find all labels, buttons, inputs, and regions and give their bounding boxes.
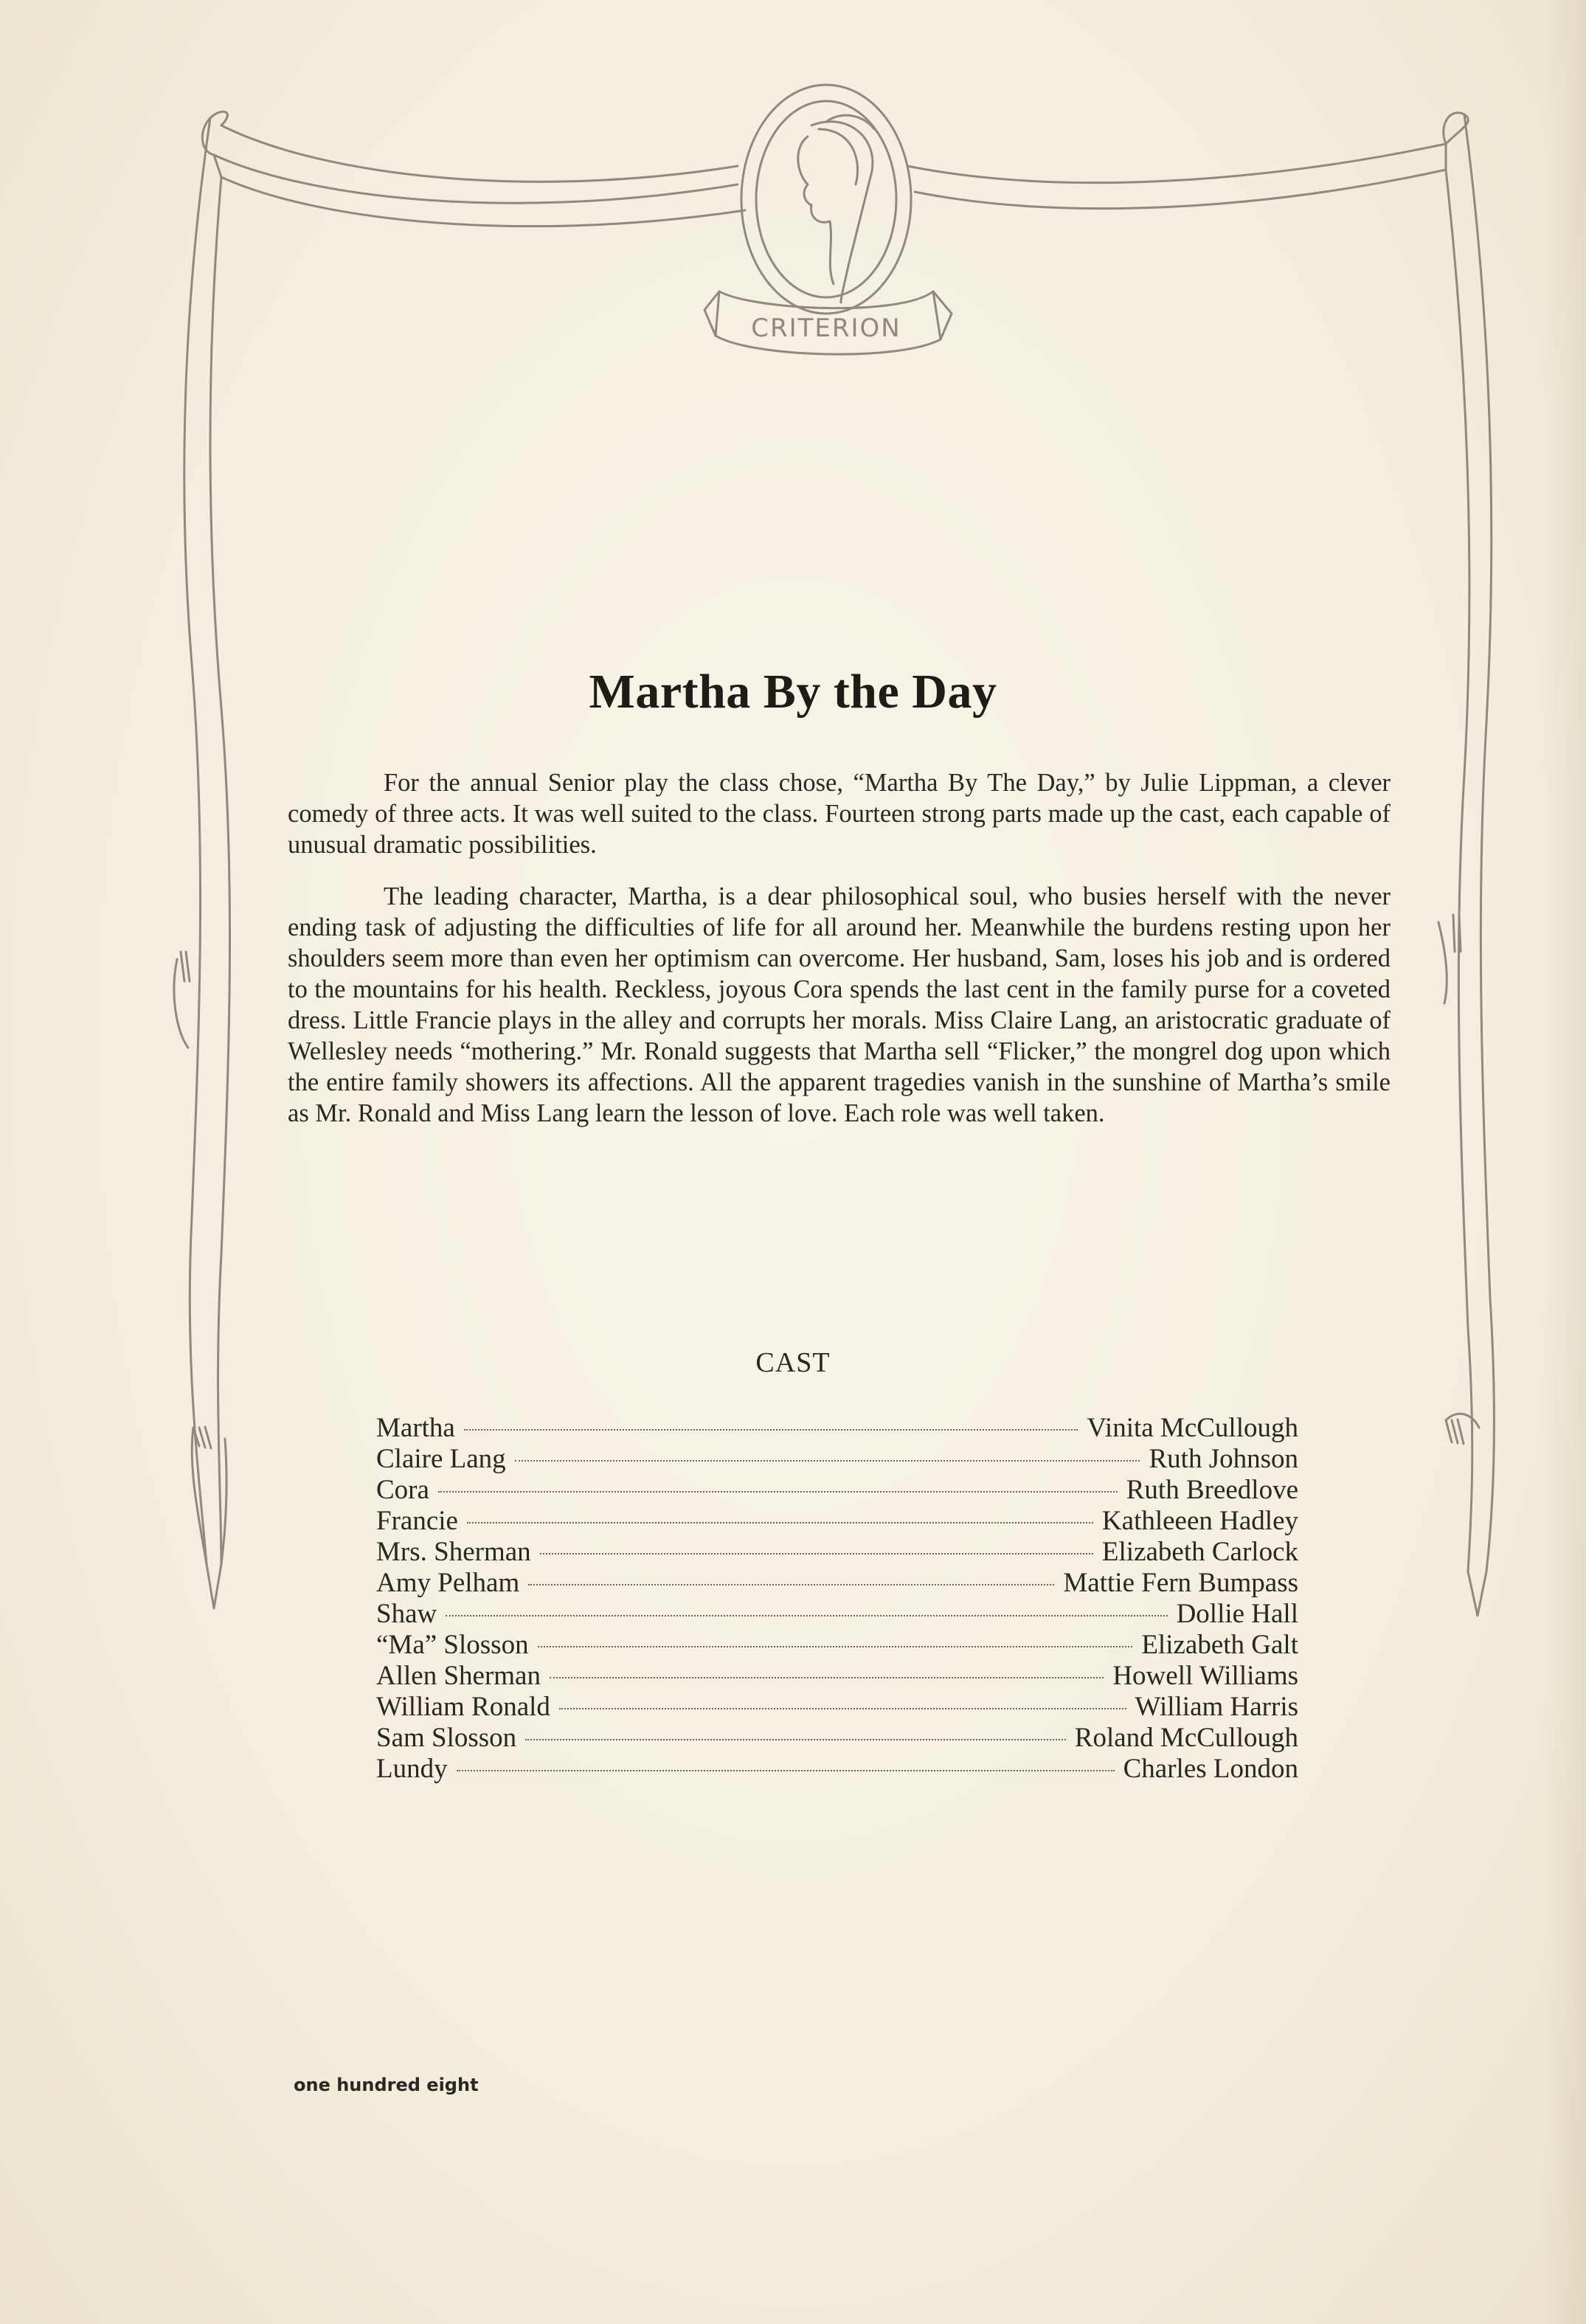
cast-actor: Ruth Breedlove xyxy=(1126,1475,1298,1505)
cast-row xyxy=(376,1475,1298,1506)
paragraph-intro: For the annual Senior play the class chose, “Martha By The Day,” by Julie Lippman, a clever comedy of three acts. It was well suited to the class. Fourteen strong parts made up the cast, each capable of unusual dramatic possibilities. xyxy=(288,769,1391,859)
paragraph-synopsis: The leading character, Martha, is a dear philosophical soul, who busies herself with the never ending task of adjusting the difficulties of life for all around her. Meanwhile the burdens resting upon her shoulders seem more than even her optimism can overcome. Her husband, Sam, loses his job and is ordered to the mountains for his health. Reckless, joyous Cora spends the last cent in the family purse for a coveted dress. Little Francie plays in the alley and corrupts her morals. Miss Claire Lang, an aristocratic graduate of Wellesley needs “mothering.” Mr. Ronald suggests that Martha sell “Flicker,” the mongrel dog upon which the entire family showers its affections. All the apparent tragedies vanish in the sunshine of Martha’s smile as Mr. Ronald and Miss Lang learn the lesson of love. Each role was well taken. xyxy=(288,882,1391,1127)
dot-leader xyxy=(467,1522,1093,1524)
cast-actor: Kathleeen Hadley xyxy=(1101,1506,1298,1536)
cameo-oval-outer xyxy=(741,85,911,314)
dot-leader xyxy=(457,1770,1115,1771)
cast-row xyxy=(376,1630,1298,1661)
cast-actor: Dollie Hall xyxy=(1176,1599,1298,1629)
cast-actor: Mattie Fern Bumpass xyxy=(1063,1568,1298,1598)
article-body xyxy=(288,767,1391,1149)
dot-leader xyxy=(559,1708,1126,1709)
cast-heading: CAST xyxy=(755,1347,831,1378)
dot-leader xyxy=(550,1677,1104,1678)
dot-leader xyxy=(438,1491,1118,1493)
cast-row xyxy=(376,1723,1298,1754)
cast-row xyxy=(376,1692,1298,1723)
cast-role: Mrs. Sherman xyxy=(376,1537,531,1567)
cast-actor: Roland McCullough xyxy=(1074,1723,1298,1753)
cast-role: Sam Slosson xyxy=(376,1723,517,1753)
page-number-label: one hundred eight xyxy=(294,2075,479,2095)
cast-row xyxy=(376,1537,1298,1568)
cast-role: Francie xyxy=(376,1506,458,1536)
cast-role: Martha xyxy=(376,1413,455,1443)
dot-leader xyxy=(538,1646,1133,1647)
page-title: Martha By the Day xyxy=(589,665,997,719)
cast-actor: Ruth Johnson xyxy=(1149,1444,1298,1474)
cast-role: Allen Sherman xyxy=(376,1661,541,1691)
cast-role: Claire Lang xyxy=(376,1444,506,1474)
cast-role: “Ma” Slosson xyxy=(376,1630,529,1660)
dot-leader xyxy=(525,1739,1066,1740)
cast-row xyxy=(376,1413,1298,1444)
cast-role: William Ronald xyxy=(376,1692,550,1722)
dot-leader xyxy=(540,1553,1093,1554)
seal-text: CRITERION xyxy=(751,314,901,343)
cast-role: Amy Pelham xyxy=(376,1568,520,1598)
cast-row xyxy=(376,1444,1298,1475)
cast-row xyxy=(376,1754,1298,1785)
dot-leader xyxy=(515,1460,1140,1462)
cast-actor: Charles London xyxy=(1123,1754,1298,1784)
cast-row xyxy=(376,1506,1298,1537)
cast-role: Shaw xyxy=(376,1599,437,1629)
cast-actor: Vinita McCullough xyxy=(1087,1413,1298,1443)
cast-actor: Elizabeth Carlock xyxy=(1101,1537,1298,1567)
cast-actor: William Harris xyxy=(1135,1692,1298,1722)
cast-actor: Howell Williams xyxy=(1112,1661,1298,1691)
dot-leader xyxy=(464,1429,1078,1431)
cast-row xyxy=(376,1599,1298,1630)
cast-role: Lundy xyxy=(376,1754,448,1784)
cast-role: Cora xyxy=(376,1475,429,1505)
cast-actor: Elizabeth Galt xyxy=(1141,1630,1298,1660)
cast-row xyxy=(376,1568,1298,1599)
cast-row xyxy=(376,1661,1298,1692)
dot-leader xyxy=(528,1584,1054,1585)
cameo-profile xyxy=(798,136,834,284)
cast-list xyxy=(376,1413,1298,1785)
dot-leader xyxy=(446,1615,1167,1616)
